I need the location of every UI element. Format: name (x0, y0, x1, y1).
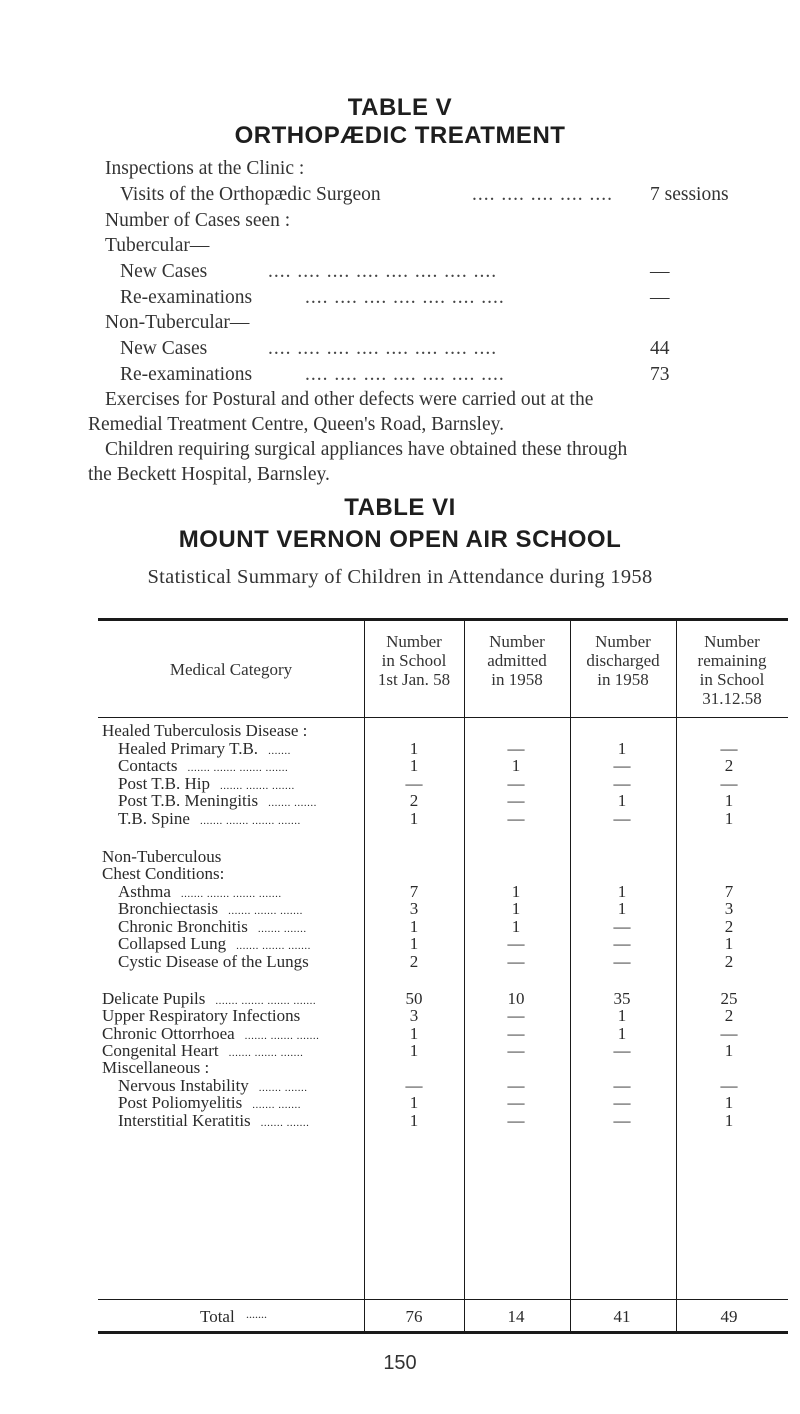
row-value-c1: 7 (409, 882, 419, 901)
leader-dots: ....... ....... ....... ....... (215, 995, 317, 1007)
row-label-text: Chronic Ottorrhoea (102, 1024, 235, 1043)
row-label-text: Bronchiectasis (118, 899, 219, 918)
total-rule (98, 1299, 788, 1300)
row-label-text: Chronic Bronchitis (118, 917, 248, 936)
nontubercular-new-cases-value: 44 (650, 338, 670, 359)
row-value-c2: — (507, 774, 525, 793)
row-label-text: Chest Conditions: (102, 864, 225, 883)
leader-dots: ....... ....... (258, 1082, 308, 1094)
row-value-c3: — (613, 1111, 631, 1130)
leader-dots: ....... ....... ....... (228, 1047, 304, 1059)
header-discharged: Number discharged in 1958 (586, 632, 660, 689)
row-value-c4: 1 (724, 1111, 734, 1130)
row-value-c4: 1 (724, 1041, 734, 1060)
row-value-c2: — (507, 739, 525, 758)
tubercular-reexam-value: — (650, 287, 670, 308)
column-divider (364, 620, 365, 1332)
row-label (118, 756, 288, 776)
row-value-c3: 1 (617, 899, 627, 918)
summary-line-7: New Cases (120, 338, 208, 359)
row-label (118, 952, 319, 972)
row-value-c3: — (613, 952, 631, 971)
row-value-c4: 1 (724, 934, 734, 953)
row-value-c2: — (507, 1006, 525, 1025)
row-value-c1: 1 (409, 809, 419, 828)
row-label (118, 934, 311, 954)
summary-line-4: New Cases (120, 261, 208, 282)
row-value-c1: 2 (409, 952, 419, 971)
row-value-c4: — (720, 774, 738, 793)
paragraph-exercises: Exercises for Postural and other defects were carried out at the (105, 389, 594, 410)
row-label-text: Upper Respiratory Infections (102, 1006, 301, 1025)
table-top-rule (98, 618, 788, 621)
row-value-c4: 1 (724, 1093, 734, 1112)
row-value-c3: — (613, 756, 631, 775)
row-label-text: Non-Tuberculous (102, 847, 222, 866)
leader-dots: ....... ....... ....... ....... (180, 888, 282, 900)
row-label-text: Post Poliomyelitis (118, 1093, 243, 1112)
row-value-c2: 1 (511, 756, 521, 775)
leader-dots: ....... ....... (260, 1117, 310, 1129)
row-value-c3: 1 (617, 1006, 627, 1025)
column-divider (464, 620, 465, 1332)
row-label (118, 791, 317, 811)
header-admitted: Number admitted in 1958 (487, 632, 547, 689)
table5-title: TABLE V (347, 94, 453, 121)
row-value-c2: 10 (507, 989, 525, 1008)
row-value-c3: 1 (617, 739, 627, 758)
row-label-text: Asthma (118, 882, 171, 901)
leader-dots: ....... ....... ....... (244, 1030, 320, 1042)
row-value-c2: 1 (511, 917, 521, 936)
row-label-text: Congenital Heart (102, 1041, 219, 1060)
leader-dots: ....... (268, 745, 291, 757)
total-remaining: 49 (720, 1307, 738, 1326)
tubercular-new-cases-value: — (650, 261, 670, 282)
summary-line-8: Re-examinations (120, 364, 253, 385)
row-value-c1: 1 (409, 756, 419, 775)
row-value-c3: — (613, 809, 631, 828)
nontubercular-reexam-value: 73 (650, 364, 670, 385)
row-value-c3: 35 (613, 989, 631, 1008)
row-value-c1: 1 (409, 739, 419, 758)
table6-title: TABLE VI (344, 494, 456, 521)
table5-subtitle: ORTHOPÆDIC TREATMENT (234, 122, 566, 149)
leader-dots: ....... ....... ....... (219, 780, 295, 792)
paragraph-exercises-cont: Remedial Treatment Centre, Queen's Road, Barnsley. (88, 414, 504, 435)
row-value-c1: 3 (409, 1006, 419, 1025)
leader-dots: ....... ....... ....... ....... (199, 815, 301, 827)
row-value-c2: — (507, 809, 525, 828)
row-value-c4: — (720, 1076, 738, 1095)
table6-caption: Statistical Summary of Children in Attendance during 1958 (147, 566, 653, 588)
row-value-c3: 1 (617, 882, 627, 901)
leader-dots: ....... ....... (268, 797, 317, 809)
row-value-c4: 1 (724, 809, 734, 828)
table6-subtitle: MOUNT VERNON OPEN AIR SCHOOL (178, 526, 622, 553)
row-value-c2: 1 (511, 899, 521, 918)
row-label-text: Delicate Pupils (102, 989, 206, 1008)
row-label-text: Collapsed Lung (118, 934, 227, 953)
row-value-c2: — (507, 934, 525, 953)
row-value-c1: 1 (409, 1111, 419, 1130)
row-label-text: Interstitial Keratitis (118, 1111, 251, 1130)
row-value-c3: — (613, 1076, 631, 1095)
total-admitted: 14 (507, 1307, 525, 1326)
row-value-c1: — (405, 1076, 423, 1095)
row-value-c2: — (507, 952, 525, 971)
page-number: 150 (383, 1352, 417, 1374)
header-medical-category: Medical Category (169, 660, 293, 679)
leader-dots: .... .... .... .... .... .... .... .... (268, 338, 498, 359)
row-value-c4: 7 (724, 882, 734, 901)
leader-dots: .... .... .... .... .... .... .... (305, 287, 505, 308)
row-label-text: Healed Primary T.B. (118, 739, 259, 758)
summary-line-3: Tubercular— (105, 235, 210, 256)
row-label-text: Nervous Instability (118, 1076, 249, 1095)
row-value-c1: 1 (409, 1041, 419, 1060)
row-value-c3: — (613, 1093, 631, 1112)
leader-dots: ....... ....... ....... (228, 905, 303, 917)
row-value-c1: 1 (409, 1024, 419, 1043)
summary-line-1: Visits of the Orthopædic Surgeon (120, 184, 381, 205)
header-rule (98, 717, 788, 718)
surgeon-sessions-value: 7 sessions (650, 184, 729, 205)
row-value-c2: — (507, 1041, 525, 1060)
leader-dots: ....... ....... (252, 1099, 301, 1111)
row-value-c2: — (507, 1111, 525, 1130)
row-value-c2: — (507, 1076, 525, 1095)
row-value-c1: 2 (409, 791, 419, 810)
leader-dots: ....... ....... ....... (236, 940, 311, 952)
column-divider (676, 620, 677, 1332)
leader-dots: ....... ....... ....... ....... (187, 762, 289, 774)
table-bottom-rule (98, 1331, 788, 1334)
row-value-c4: — (720, 1024, 738, 1043)
leader-dots: .... .... .... .... .... .... .... .... (268, 261, 498, 282)
row-value-c1: 1 (409, 917, 419, 936)
row-value-c4: 2 (724, 756, 734, 775)
row-label (118, 1093, 301, 1113)
summary-line-0: Inspections at the Clinic : (105, 158, 305, 179)
row-label-text: Post T.B. Meningitis (118, 791, 259, 810)
total-label: Total (200, 1307, 235, 1326)
row-value-c1: 50 (405, 989, 423, 1008)
row-value-c3: — (613, 1041, 631, 1060)
row-label-text: Cystic Disease of the Lungs (118, 952, 309, 971)
row-value-c1: 1 (409, 1093, 419, 1112)
row-label (118, 809, 301, 829)
row-value-c4: 3 (724, 899, 734, 918)
leader-dots: ....... (246, 1307, 267, 1321)
leader-dots: .... .... .... .... .... (472, 184, 613, 205)
row-value-c3: — (613, 934, 631, 953)
row-value-c4: — (720, 739, 738, 758)
header-remaining: Number remaining in School 31.12.58 (697, 632, 767, 708)
header-in-school: Number in School 1st Jan. 58 (377, 632, 451, 689)
row-label-text: Contacts (118, 756, 178, 775)
row-value-c2: — (507, 1024, 525, 1043)
row-label (102, 1006, 310, 1026)
column-divider (570, 620, 571, 1332)
leader-dots: ....... ....... (257, 923, 307, 935)
paragraph-appliances: Children requiring surgical appliances have obtained these through (105, 439, 628, 460)
row-value-c3: — (613, 917, 631, 936)
summary-line-5: Re-examinations (120, 287, 253, 308)
row-value-c3: — (613, 774, 631, 793)
row-label (102, 721, 317, 741)
leader-dots: .... .... .... .... .... .... .... (305, 364, 505, 385)
total-in-school: 76 (405, 1307, 423, 1326)
row-value-c1: 1 (409, 934, 419, 953)
row-label-text: Healed Tuberculosis Disease : (102, 721, 308, 740)
row-value-c3: 1 (617, 1024, 627, 1043)
row-value-c3: 1 (617, 791, 627, 810)
row-value-c4: 2 (724, 952, 734, 971)
row-value-c4: 25 (720, 989, 738, 1008)
row-value-c1: — (405, 774, 423, 793)
row-value-c2: — (507, 791, 525, 810)
row-label-text: T.B. Spine (118, 809, 190, 828)
row-value-c4: 1 (724, 791, 734, 810)
summary-line-2: Number of Cases seen : (105, 210, 291, 231)
row-label (102, 1058, 219, 1078)
row-value-c4: 2 (724, 1006, 734, 1025)
row-value-c2: 1 (511, 882, 521, 901)
row-label-text: Post T.B. Hip (118, 774, 210, 793)
row-value-c1: 3 (409, 899, 419, 918)
row-label (118, 1111, 309, 1131)
row-value-c4: 2 (724, 917, 734, 936)
row-label-text: Miscellaneous : (102, 1058, 210, 1077)
paragraph-appliances-cont: the Beckett Hospital, Barnsley. (88, 464, 330, 485)
row-label (118, 899, 303, 919)
total-discharged: 41 (613, 1307, 631, 1326)
row-label (102, 864, 234, 884)
summary-line-6: Non-Tubercular— (105, 312, 250, 333)
row-value-c2: — (507, 1093, 525, 1112)
